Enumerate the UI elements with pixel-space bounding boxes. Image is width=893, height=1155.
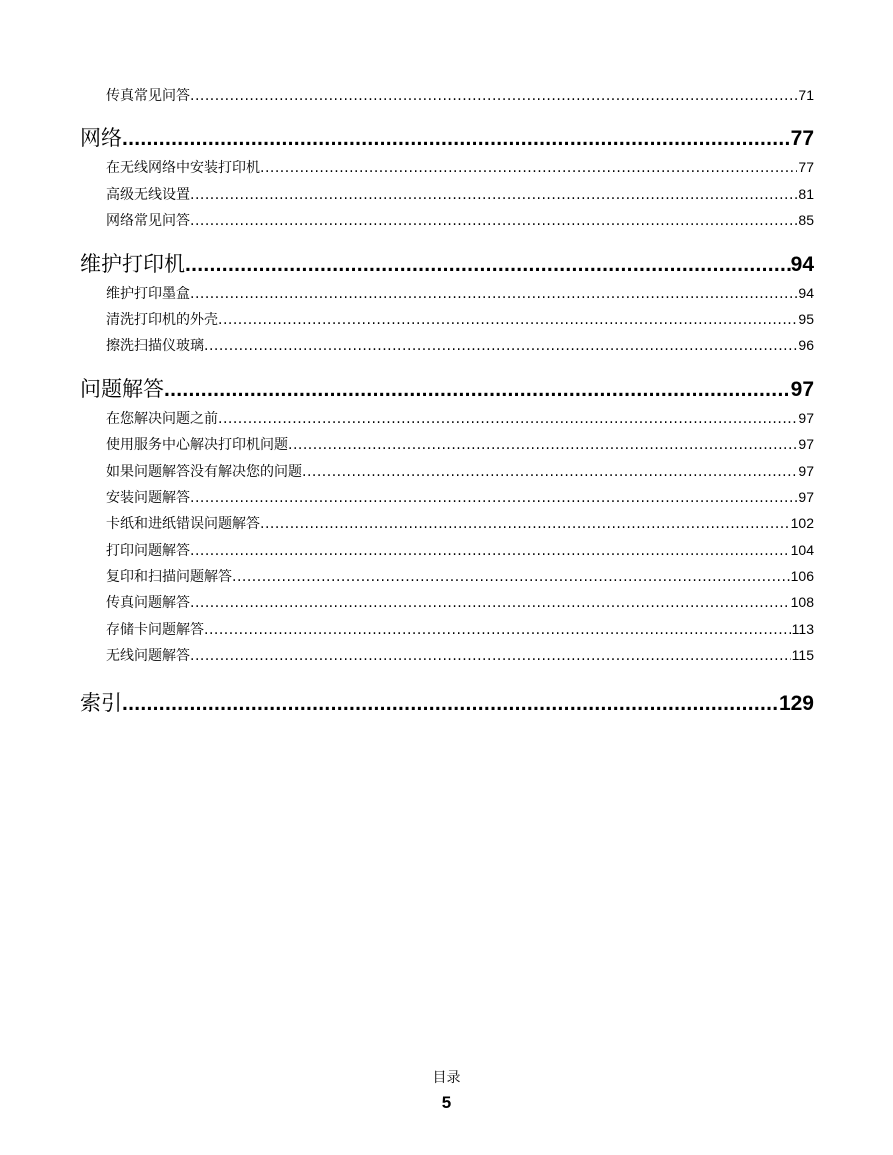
- toc-entry-page: 77: [798, 159, 814, 176]
- toc-entry-page: 97: [798, 462, 814, 479]
- toc-entry-page: 71: [798, 87, 814, 103]
- toc-entry-title: 无线问题解答: [106, 648, 190, 665]
- toc-entry-page: 115: [791, 647, 814, 664]
- toc-entry[interactable]: [80, 154, 814, 180]
- toc-entry[interactable]: [80, 431, 814, 457]
- dot-leader: [232, 564, 790, 589]
- toc-section-title: 索引: [80, 690, 122, 715]
- toc-entry-page: 97: [798, 436, 814, 453]
- dot-leader: [190, 485, 797, 510]
- toc-entry[interactable]: [80, 280, 814, 306]
- toc-entry[interactable]: [80, 306, 814, 332]
- dot-leader: [190, 208, 797, 233]
- dot-leader: [260, 511, 790, 536]
- dot-leader: [204, 617, 791, 642]
- toc-entry[interactable]: [80, 589, 814, 615]
- toc-entry[interactable]: [80, 616, 814, 642]
- dot-leader: [302, 459, 797, 484]
- toc-section-page: 77: [790, 127, 814, 151]
- toc-section-heading[interactable]: [80, 248, 814, 280]
- toc-entry[interactable]: [80, 405, 814, 431]
- toc-entry[interactable]: [80, 537, 814, 563]
- toc-entry[interactable]: [80, 207, 814, 233]
- footer-page-number: 5: [441, 1093, 452, 1112]
- dot-leader: [190, 182, 797, 207]
- dot-leader: [122, 123, 791, 154]
- toc-section-heading[interactable]: [80, 122, 814, 154]
- toc-section-title: 网络: [80, 126, 122, 151]
- toc-section-page: 129: [778, 691, 814, 715]
- toc-entry[interactable]: [80, 510, 814, 536]
- dot-leader: [190, 83, 797, 108]
- toc-entry-title: 擦洗扫描仪玻璃: [106, 338, 204, 355]
- toc-entry-page: 85: [798, 212, 814, 229]
- toc-section-heading[interactable]: [80, 373, 814, 405]
- toc-entry-title: 复印和扫描问题解答: [106, 569, 232, 586]
- toc-entry-title: 清洗打印机的外壳: [106, 311, 218, 328]
- toc-entry-page: 104: [790, 541, 814, 558]
- toc-entry-title: 传真问题解答: [106, 595, 190, 612]
- toc-section-title: 维护打印机: [80, 251, 185, 276]
- toc-entry-page: 113: [791, 620, 814, 637]
- table-of-contents: [80, 82, 814, 719]
- toc-entry-title: 在无线网络中安装打印机: [106, 160, 260, 177]
- toc-section-heading[interactable]: [80, 687, 814, 719]
- dot-leader: [190, 538, 790, 563]
- toc-entry-page: 106: [790, 568, 814, 585]
- dot-leader: [122, 688, 779, 719]
- toc-entry-title: 使用服务中心解决打印机问题: [106, 437, 288, 454]
- toc-entry-title: 存储卡问题解答: [106, 621, 204, 638]
- toc-entry-page: 108: [790, 594, 814, 611]
- dot-leader: [190, 643, 791, 668]
- toc-entry-title: 打印问题解答: [106, 542, 190, 559]
- toc-entry[interactable]: [80, 332, 814, 358]
- toc-entry-page: 96: [798, 337, 814, 354]
- toc-entry-page: 97: [798, 409, 814, 426]
- dot-leader: [260, 155, 797, 180]
- toc-entry-page: 81: [798, 185, 814, 202]
- toc-entry-title: 如果问题解答没有解决您的问题: [106, 463, 302, 480]
- toc-entry-title: 安装问题解答: [106, 489, 190, 506]
- toc-entry[interactable]: [80, 484, 814, 510]
- toc-entry-page: 94: [798, 284, 814, 301]
- toc-entry-page: 102: [790, 515, 814, 532]
- toc-entry-title: 在您解决问题之前: [106, 410, 218, 427]
- toc-entry-title: 维护打印墨盒: [106, 285, 190, 302]
- toc-entry-page: 95: [798, 310, 814, 327]
- toc-entry-title: 高级无线设置: [106, 186, 190, 203]
- toc-entry-title: 传真常见问答: [106, 88, 190, 104]
- toc-entry[interactable]: [80, 82, 814, 108]
- dot-leader: [218, 307, 797, 332]
- toc-entry-title: 网络常见问答: [106, 213, 190, 230]
- dot-leader: [185, 249, 791, 280]
- toc-entry[interactable]: [80, 458, 814, 484]
- toc-entry[interactable]: [80, 642, 814, 668]
- dot-leader: [164, 374, 791, 405]
- dot-leader: [190, 281, 797, 306]
- toc-section-title: 问题解答: [80, 376, 164, 401]
- toc-entry-page: 97: [798, 488, 814, 505]
- toc-entry[interactable]: [80, 563, 814, 589]
- dot-leader: [190, 590, 790, 615]
- dot-leader: [218, 406, 797, 431]
- toc-section-page: 97: [790, 377, 814, 401]
- toc-section-page: 94: [790, 252, 814, 276]
- dot-leader: [288, 432, 797, 457]
- toc-entry[interactable]: [80, 181, 814, 207]
- dot-leader: [204, 333, 797, 358]
- toc-entry-title: 卡纸和进纸错误问题解答: [106, 516, 260, 533]
- footer-label: 目录: [432, 1070, 461, 1086]
